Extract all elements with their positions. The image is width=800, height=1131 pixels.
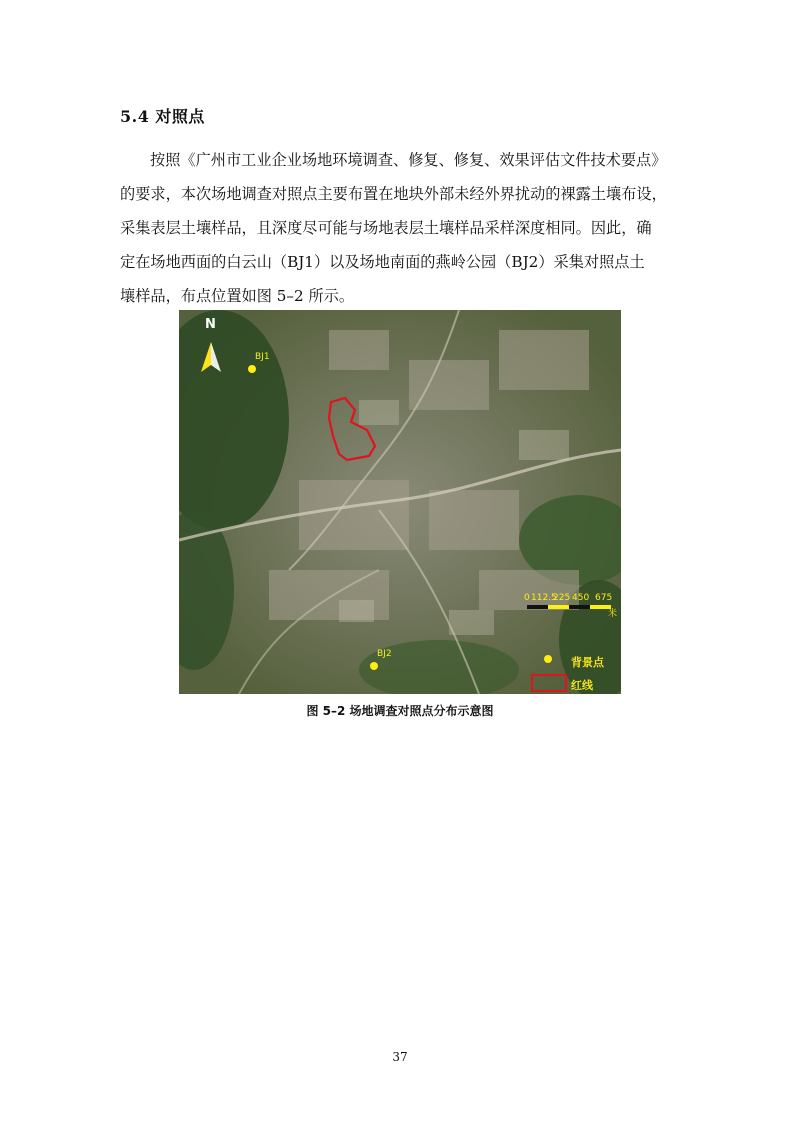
bj1-label: BJ1 — [255, 352, 270, 362]
scale-tick-112: 112.5 — [531, 593, 557, 603]
page-number: 37 — [392, 1050, 408, 1064]
scale-tick-225: 225 — [553, 593, 571, 603]
bj1-marker — [248, 365, 256, 373]
paragraph-line: 壤样品，布点位置如图 5–2 所示。 — [120, 287, 355, 305]
scale-tick-0: 0 — [524, 593, 530, 603]
legend-background-point-label: 背景点 — [571, 656, 604, 669]
section-heading: 5.4 对照点 — [120, 107, 205, 126]
north-label: N — [205, 317, 216, 332]
bj2-label: BJ2 — [377, 649, 392, 659]
satellite-imagery — [179, 310, 621, 694]
legend-red-line-label: 红线 — [571, 679, 593, 692]
satellite-map-figure — [179, 310, 621, 694]
bj2-marker — [370, 662, 378, 670]
paragraph-line: 采集表层土壤样品，且深度尽可能与场地表层土壤样品采样深度相同。因此，确 — [120, 219, 652, 237]
scale-bar — [527, 605, 611, 609]
scale-unit: 米 — [608, 609, 618, 619]
paragraph-line: 按照《广州市工业企业场地环境调查、修复、修复、效果评估文件技术要点》 — [150, 151, 667, 169]
figure-caption: 图 5–2 场地调查对照点分布示意图 — [306, 704, 494, 718]
legend-background-point-marker — [544, 655, 552, 663]
scale-tick-675: 675 — [595, 593, 613, 603]
paragraph-line: 定在场地西面的白云山（BJ1）以及场地南面的燕岭公园（BJ2）采集对照点土 — [120, 253, 645, 271]
scale-tick-450: 450 — [572, 593, 590, 603]
paragraph-line: 的要求，本次场地调查对照点主要布置在地块外部未经外界扰动的裸露土壤布设， — [120, 185, 667, 203]
body-paragraph — [120, 143, 692, 313]
